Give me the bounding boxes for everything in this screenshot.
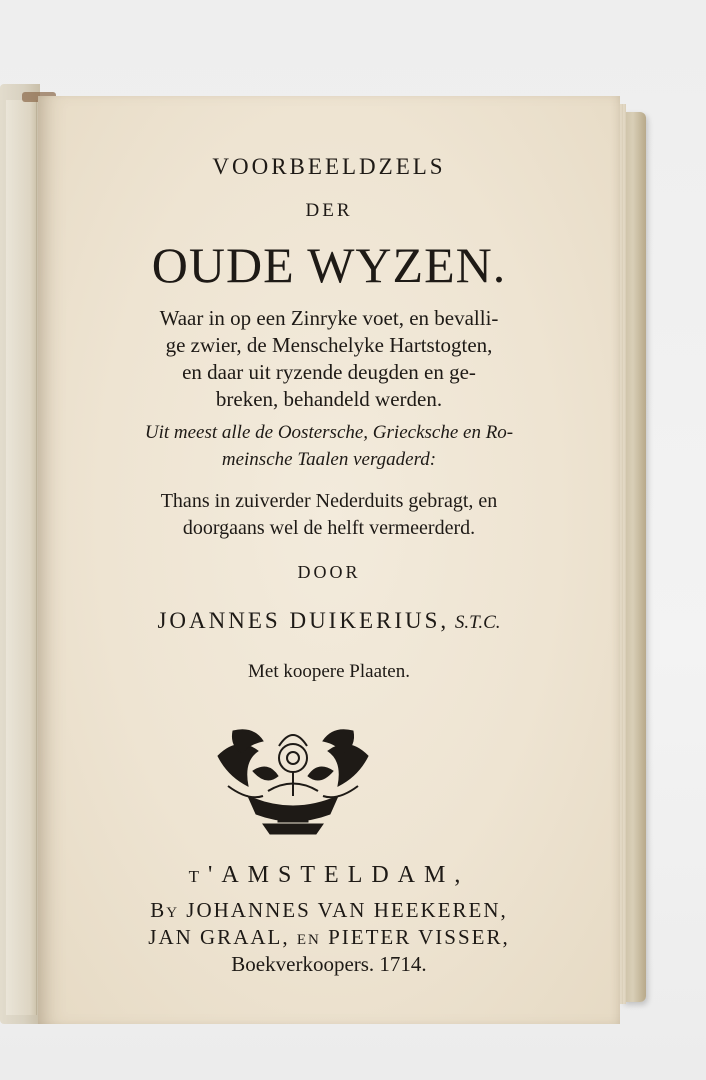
title-line-2: DER [305,200,353,221]
author-name: JOANNES DUIKERIUS, [157,608,450,633]
italic-line-1: Uit meest alle de Oostersche, Griecksche en Ro- [144,422,514,443]
printer-line-1: By JOHANNES VAN HEEKEREN, [150,898,508,922]
title-line-1: VOORBEELDZELS [212,154,446,179]
printer-line-2: JAN GRAAL, en PIETER VISSER, [148,925,510,949]
title-page [38,96,620,1024]
subtitle-line-4: breken, behandeld werden. [215,387,443,411]
printer-line-3: Boekverkoopers. 1714. [231,952,427,976]
edition-line-1: Thans in zuiverder Nederduits gebragt, en [160,490,498,512]
edition-line-2: doorgaans wel de helft vermeerderd. [182,517,476,539]
italic-line-2: meinsche Taalen vergaderd: [221,449,437,470]
front-flyleaf [6,100,37,1015]
subtitle-line-3: en daar uit ryzende deugden en ge- [182,360,476,384]
subtitle-line-1: Waar in op een Zinryke voet, en bevalli- [159,306,499,330]
flower-basket-icon [208,716,378,841]
author-line [38,608,620,634]
plates-line: Met koopere Plaaten. [248,661,410,682]
main-title: OUDE WYZEN. [151,237,507,293]
place-line: t'AMSTELDAM, [188,862,470,888]
by-line: DOOR [297,562,361,582]
subtitle-line-2: ge zwier, de Menschelyke Hartstogten, [165,333,493,357]
author-title: S.T.C. [454,612,501,633]
